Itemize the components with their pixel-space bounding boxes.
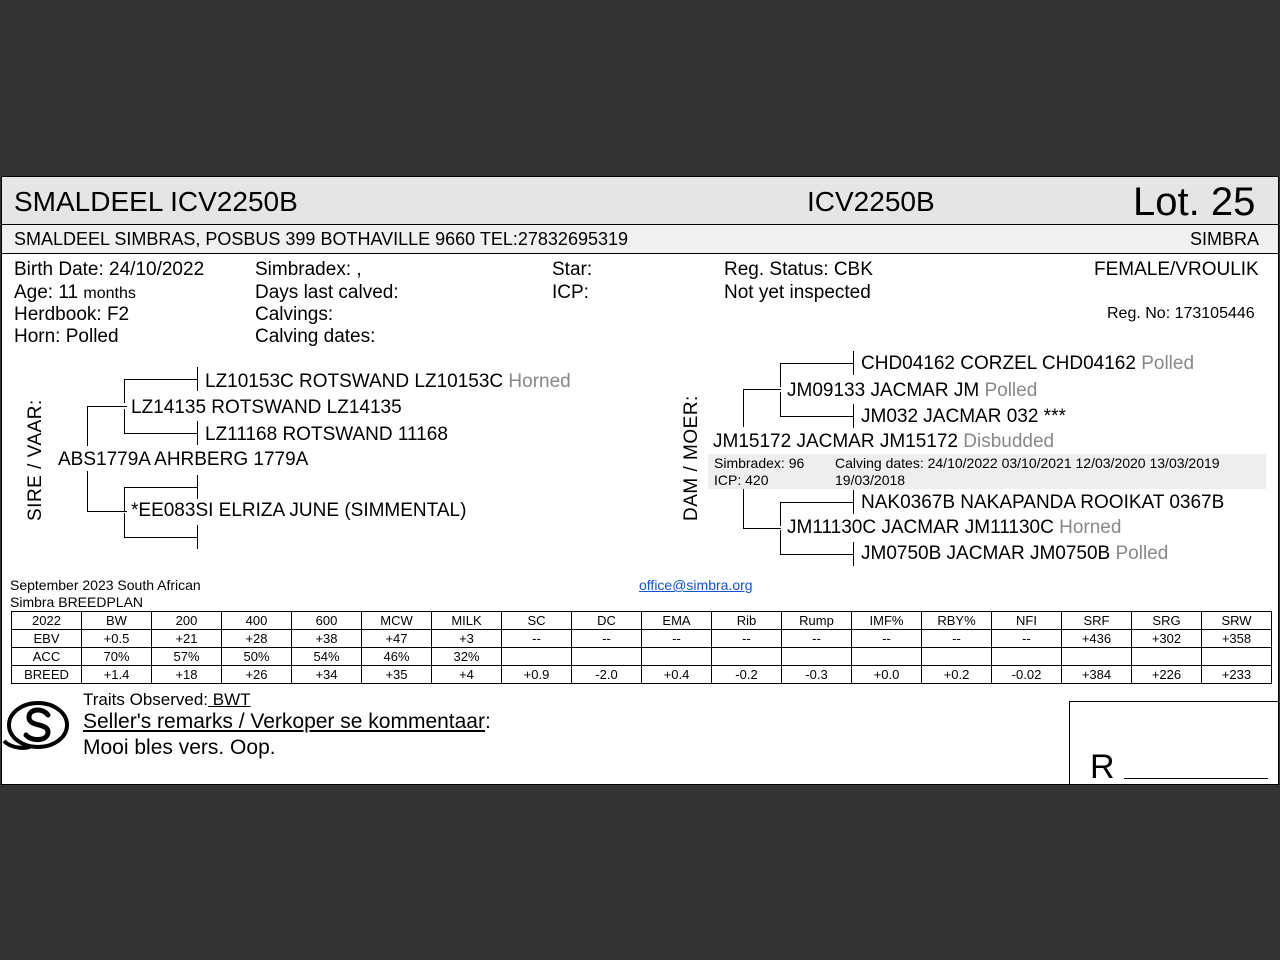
- remarks-colon: :: [484, 710, 491, 733]
- table-cell: +18: [152, 666, 222, 684]
- sire-dam: *EE083SI ELRIZA JUNE (SIMMENTAL): [131, 500, 467, 521]
- dam-calving-dates-cont: 19/03/2018: [835, 472, 906, 488]
- table-header-cell: Rump: [782, 612, 852, 630]
- breedplan-title-2: Simbra BREEDPLAN: [10, 594, 144, 610]
- table-cell: [1062, 648, 1132, 666]
- header-bar: [2, 177, 1278, 225]
- simbradex: Simbradex: ,: [255, 259, 362, 280]
- price-box: [1069, 701, 1279, 785]
- lot-number: Lot. 25: [1133, 180, 1256, 224]
- table-cell: 32%: [432, 648, 502, 666]
- price-line: [1124, 778, 1268, 779]
- table-header-cell: 400: [222, 612, 292, 630]
- age: [14, 282, 136, 304]
- table-cell: [1202, 648, 1272, 666]
- table-cell: +34: [292, 666, 362, 684]
- age-value: Age: 11: [14, 282, 79, 303]
- table-cell: --: [852, 630, 922, 648]
- table-header-cell: SRF: [1062, 612, 1132, 630]
- table-header-cell: 200: [152, 612, 222, 630]
- table-cell: --: [922, 630, 992, 648]
- seller-remarks: Mooi bles vers. Oop.: [83, 736, 276, 759]
- lot-card: [1, 176, 1279, 785]
- dam-simbradex: Simbradex: 96: [714, 455, 805, 471]
- dam: [713, 431, 1054, 453]
- price-prefix: R: [1090, 748, 1115, 785]
- table-cell: +0.2: [922, 666, 992, 684]
- table-cell: +0.4: [642, 666, 712, 684]
- table-header-cell: 2022: [12, 612, 82, 630]
- table-cell: +28: [222, 630, 292, 648]
- table-header-cell: BW: [82, 612, 152, 630]
- herdbook: Herdbook: F2: [14, 304, 130, 325]
- table-cell: [992, 648, 1062, 666]
- remarks-label: Seller's remarks / Verkoper se kommentaar: [83, 710, 485, 733]
- table-cell: [712, 648, 782, 666]
- table-cell: --: [992, 630, 1062, 648]
- table-cell: ACC: [12, 648, 82, 666]
- traits-label: Traits Observed:: [83, 690, 209, 709]
- table-cell: +35: [362, 666, 432, 684]
- table-cell: +47: [362, 630, 432, 648]
- table-cell: [572, 648, 642, 666]
- dd-name: JM11130C JACMAR JM11130C: [787, 517, 1054, 538]
- star: Star:: [552, 259, 593, 280]
- sire-side-label: SIRE / VAAR:: [25, 399, 46, 521]
- dam-info-box: [708, 454, 1266, 489]
- email-link[interactable]: office@simbra.org: [639, 577, 753, 593]
- table-cell: +0.5: [82, 630, 152, 648]
- calvings: Calvings:: [255, 304, 334, 325]
- table-header-cell: RBY%: [922, 612, 992, 630]
- ds-name: JM09133 JACMAR JM: [787, 380, 980, 401]
- table-cell: +358: [1202, 630, 1272, 648]
- table-cell: +436: [1062, 630, 1132, 648]
- table-header-cell: SRW: [1202, 612, 1272, 630]
- table-cell: +233: [1202, 666, 1272, 684]
- table-cell: +302: [1132, 630, 1202, 648]
- table-cell: --: [782, 630, 852, 648]
- age-unit: months: [83, 285, 136, 302]
- icp: ICP:: [552, 282, 589, 303]
- table-cell: EBV: [12, 630, 82, 648]
- table-row: [12, 648, 1272, 666]
- simbra-logo-icon: [2, 697, 72, 757]
- table-header-cell: IMF%: [852, 612, 922, 630]
- table-cell: +38: [292, 630, 362, 648]
- seller-address: SMALDEEL SIMBRAS, POSBUS 399 BOTHAVILLE 9660 TEL:27832695319: [14, 229, 629, 249]
- table-cell: [642, 648, 712, 666]
- dam-side-label: DAM / MOER:: [681, 395, 702, 521]
- sire-sire: LZ14135 ROTSWAND LZ14135: [131, 397, 402, 418]
- table-cell: -2.0: [572, 666, 642, 684]
- days-last-calved: Days last calved:: [255, 282, 399, 303]
- breedplan-title-1: September 2023 South African: [10, 577, 201, 593]
- table-cell: 46%: [362, 648, 432, 666]
- traits-observed: [83, 690, 251, 710]
- horn-status: Horn: Polled: [14, 326, 119, 347]
- sire: ABS1779A AHRBERG 1779A: [58, 449, 309, 470]
- table-cell: [1132, 648, 1202, 666]
- sex-label: FEMALE/VROULIK: [1094, 259, 1259, 280]
- table-cell: -0.2: [712, 666, 782, 684]
- ds-horn: Polled: [984, 380, 1038, 401]
- table-cell: +3: [432, 630, 502, 648]
- table-cell: -0.3: [782, 666, 852, 684]
- sire-sire-sire: [205, 371, 571, 393]
- birth-date: Birth Date: 24/10/2022: [14, 259, 205, 280]
- table-cell: [852, 648, 922, 666]
- table-cell: --: [642, 630, 712, 648]
- table-header-cell: Rib: [712, 612, 782, 630]
- remarks-heading: [83, 710, 491, 734]
- dam-name: JM15172 JACMAR JM15172: [713, 431, 958, 452]
- table-header-cell: 600: [292, 612, 362, 630]
- dam-dam-sire: NAK0367B NAKAPANDA ROOIKAT 0367B: [861, 492, 1225, 513]
- dam-dam: [787, 517, 1121, 539]
- table-cell: +1.4: [82, 666, 152, 684]
- table-cell: +0.0: [852, 666, 922, 684]
- breed-label: SIMBRA: [1190, 229, 1260, 249]
- table-cell: +384: [1062, 666, 1132, 684]
- dam-calving-dates: Calving dates: 24/10/2022 03/10/2021 12/03/2020 13/03/2019: [835, 455, 1220, 471]
- table-cell: +26: [222, 666, 292, 684]
- table-cell: [922, 648, 992, 666]
- table-cell: 57%: [152, 648, 222, 666]
- table-cell: -0.02: [992, 666, 1062, 684]
- table-header-cell: MCW: [362, 612, 432, 630]
- table-cell: +226: [1132, 666, 1202, 684]
- dam-horn: Disbudded: [963, 431, 1055, 452]
- ddd-name: JM0750B JACMAR JM0750B: [861, 543, 1111, 564]
- dam-sire: [787, 380, 1037, 402]
- calving-dates: Calving dates:: [255, 326, 376, 347]
- dss-name: CHD04162 CORZEL CHD04162: [861, 353, 1136, 374]
- table-cell: BREED: [12, 666, 82, 684]
- ebv-table: [11, 611, 1272, 684]
- table-header-cell: SRG: [1132, 612, 1202, 630]
- table-header-cell: NFI: [992, 612, 1062, 630]
- dam-icp: ICP: 420: [714, 472, 769, 488]
- sire-sire-dam: LZ11168 ROTSWAND 11168: [205, 424, 448, 445]
- table-cell: 50%: [222, 648, 292, 666]
- table-cell: [782, 648, 852, 666]
- animal-code: ICV2250B: [807, 186, 935, 217]
- ddd-horn: Polled: [1115, 543, 1169, 564]
- table-cell: --: [502, 630, 572, 648]
- seller-bar: [2, 225, 1278, 254]
- traits-value: BWT: [208, 690, 251, 709]
- table-header-cell: EMA: [642, 612, 712, 630]
- reg-number: Reg. No: 173105446: [1107, 305, 1255, 322]
- reg-status: Reg. Status: CBK: [724, 259, 873, 280]
- table-row: [12, 630, 1272, 648]
- table-header-cell: SC: [502, 612, 572, 630]
- table-cell: --: [572, 630, 642, 648]
- table-row: [12, 666, 1272, 684]
- table-cell: +0.9: [502, 666, 572, 684]
- table-cell: --: [712, 630, 782, 648]
- dd-horn: Horned: [1059, 517, 1122, 538]
- table-cell: +4: [432, 666, 502, 684]
- dam-sire-dam: JM032 JACMAR 032 ***: [861, 406, 1066, 427]
- inspection-status: Not yet inspected: [724, 282, 871, 303]
- dam-dam-dam: [861, 543, 1168, 565]
- sss-horn: Horned: [508, 371, 571, 392]
- animal-name: SMALDEEL ICV2250B: [14, 186, 298, 217]
- table-cell: 70%: [82, 648, 152, 666]
- dss-horn: Polled: [1141, 353, 1195, 374]
- dam-sire-sire: [861, 353, 1194, 375]
- table-header-cell: MILK: [432, 612, 502, 630]
- sss-name: LZ10153C ROTSWAND LZ10153C: [205, 371, 504, 392]
- table-header-row: [12, 612, 1272, 630]
- table-header-cell: DC: [572, 612, 642, 630]
- table-cell: [502, 648, 572, 666]
- table-cell: 54%: [292, 648, 362, 666]
- table-cell: +21: [152, 630, 222, 648]
